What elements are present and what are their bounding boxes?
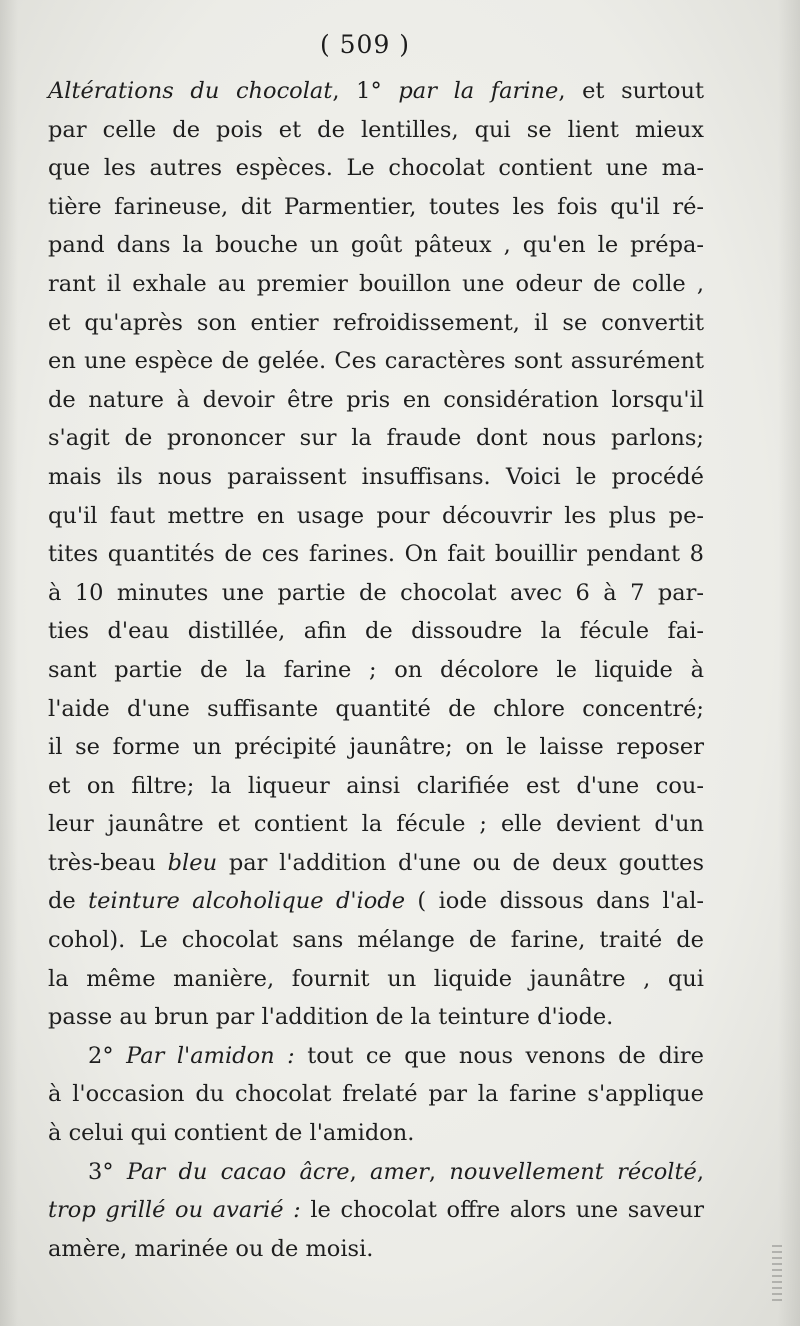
text-line [48, 728, 704, 767]
italic-run: amer [370, 1158, 429, 1185]
italic-run: Par l'amidon : [126, 1042, 295, 1069]
text-line [48, 651, 704, 690]
text-run: tière farineuse, dit Parmentier, toutes les fois qu'il ré- [48, 193, 704, 220]
text-line [48, 612, 704, 651]
text-run: leur jaunâtre et contient la fécule ; elle devient d'un [48, 811, 704, 838]
text-run: et qu'après son entier refroidissement, il se convertit [48, 309, 704, 336]
text-line [48, 1037, 704, 1076]
text-run: à 10 minutes une partie de chocolat avec 6 à 7 par- [48, 579, 704, 606]
text-run: et on filtre; la liqueur ainsi clarifiée est d'une cou- [48, 772, 704, 799]
body-text [48, 72, 704, 1268]
text-run: , [696, 1158, 704, 1185]
text-run: de nature à devoir être pris en considération lorsqu'il [48, 386, 704, 413]
text-line [48, 921, 704, 960]
text-run: mais ils nous paraissent insuffisans. Voici le procédé [48, 463, 704, 490]
page-number: ( 509 ) [319, 30, 411, 59]
text-line [48, 381, 704, 420]
text-run: à l'occasion du chocolat frelaté par la farine s'applique [48, 1081, 704, 1108]
text-run: s'agit de prononcer sur la fraude dont nous parlons; [48, 425, 704, 452]
text-line [48, 149, 704, 188]
italic-run: trop grillé ou avarié : [48, 1197, 301, 1224]
text-line [48, 574, 704, 613]
italic-run: Par du cacao âcre [126, 1158, 350, 1185]
italic-run: nouvellement récolté [449, 1158, 697, 1185]
text-run: par l'addition d'une ou de deux gouttes [217, 849, 704, 876]
text-line [48, 882, 704, 921]
text-run: , [349, 1158, 371, 1185]
text-run: qu'il faut mettre en usage pour découvrir les plus pe- [48, 502, 704, 529]
text-line [48, 111, 704, 150]
italic-run: Altérations du chocolat [48, 78, 333, 104]
text-line [48, 265, 704, 304]
text-run: ties d'eau distillée, afin de dissoudre la fécule fai- [48, 618, 704, 645]
text-run: il se forme un précipité jaunâtre; on le laisse reposer [48, 734, 704, 761]
text-run: , 1° [332, 78, 399, 104]
text-line [48, 1191, 704, 1230]
text-line [48, 72, 704, 111]
paragraph [48, 1153, 704, 1269]
text-run: tout ce que nous venons de dire [294, 1042, 704, 1069]
text-line [48, 1114, 704, 1153]
text-run: , et surtout [558, 78, 704, 104]
text-run: en une espèce de gelée. Ces caractères sont assurément [48, 348, 704, 375]
text-line [48, 998, 704, 1037]
text-run: passe au brun par l'addition de la teinture d'iode. [48, 1004, 614, 1031]
text-line [48, 1153, 704, 1192]
text-run: par celle de pois et de lentilles, qui se lient mieux [48, 116, 704, 143]
text-line [48, 690, 704, 729]
text-line [48, 960, 704, 999]
text-run: tites quantités de ces farines. On fait bouillir pendant 8 [48, 541, 704, 568]
text-run: à celui qui contient de l'amidon. [48, 1120, 415, 1147]
text-line [48, 767, 704, 806]
text-line [48, 419, 704, 458]
text-run: le chocolat offre alors une saveur [300, 1197, 704, 1224]
text-line [48, 226, 704, 265]
text-run: très-beau [48, 849, 168, 876]
text-line [48, 1075, 704, 1114]
text-line [48, 188, 704, 227]
text-run: que les autres espèces. Le chocolat contient une ma- [48, 155, 704, 182]
italic-run: bleu [167, 849, 218, 876]
paragraph [48, 72, 704, 1037]
italic-run: teinture alcoholique d'iode [88, 888, 406, 915]
paragraph [48, 1037, 704, 1153]
text-line [48, 805, 704, 844]
text-line [48, 458, 704, 497]
text-line [48, 497, 704, 536]
text-run: amère, marinée ou de moisi. [48, 1235, 374, 1262]
text-line [48, 304, 704, 343]
text-line [48, 342, 704, 381]
italic-run: par la farine [398, 78, 559, 104]
page-edge-shadow [778, 0, 800, 1326]
text-run: ( iode dissous dans l'al- [405, 888, 704, 915]
text-run: de [48, 888, 89, 915]
text-line [48, 844, 704, 883]
text-line [48, 535, 704, 574]
text-run: 2° [88, 1042, 127, 1069]
text-run: pand dans la bouche un goût pâteux , qu'en le prépa- [48, 232, 704, 259]
page-gutter-shadow [0, 0, 18, 1326]
text-run: 3° [88, 1158, 127, 1185]
text-run: sant partie de la farine ; on décolore le liquide à [48, 656, 704, 683]
text-run: cohol). Le chocolat sans mélange de farine, traité de [48, 927, 704, 954]
text-run: la même manière, fournit un liquide jaunâtre , qui [48, 965, 704, 992]
text-run: , [428, 1158, 450, 1185]
text-line [48, 1230, 704, 1269]
text-run: rant il exhale au premier bouillon une odeur de colle , [48, 270, 704, 297]
text-run: l'aide d'une suffisante quantité de chlore concentré; [48, 695, 704, 722]
margin-stain [772, 1245, 782, 1305]
